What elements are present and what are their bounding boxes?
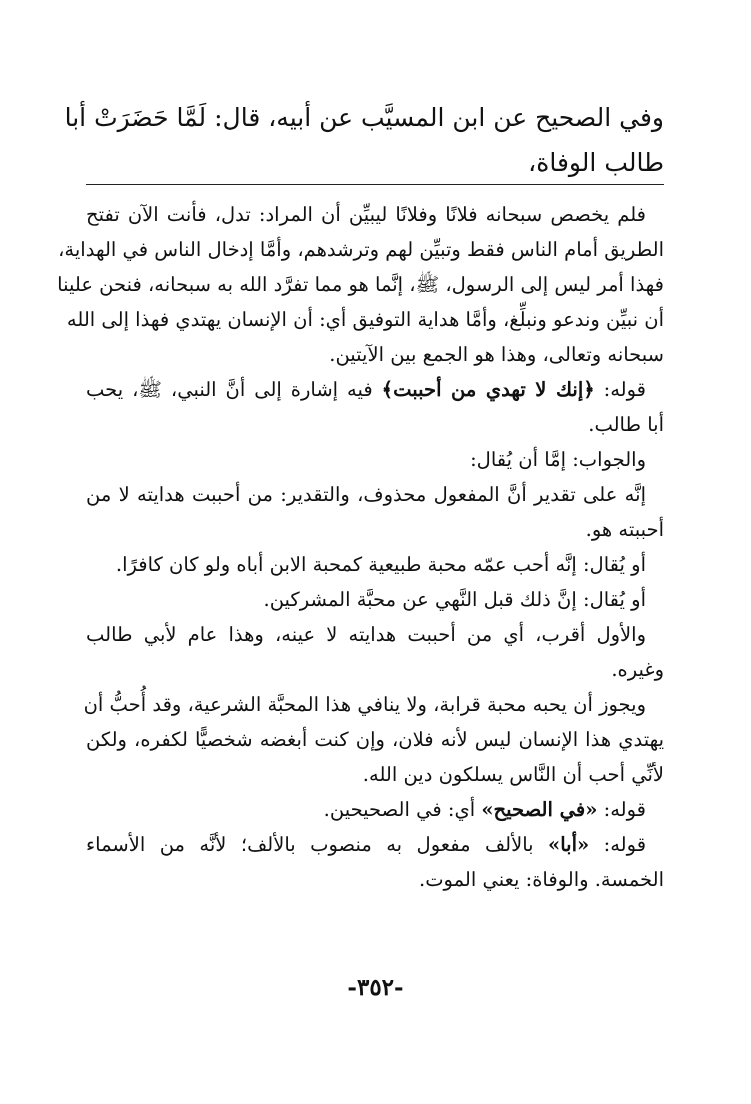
main-text	[64, 95, 664, 185]
commentary-line-2: الطريق أمام الناس فقط وتبيِّن لهم وترشدهم، وأمَّا إدخال الناس في الهداية،	[58, 238, 664, 261]
commentary-line-10: أحببته هو.	[585, 518, 664, 541]
main-text-line-1: وفي الصحيح عن ابن المسيَّب عن أبيه، قال: لَمَّا حَضَرَتْ أبا	[64, 103, 664, 132]
commentary-line-14: وغيره.	[611, 658, 664, 681]
commentary-line-9: إنَّه على تقدير أنَّ المفعول محذوف، والتقدير: من أحببت هدايته لا من	[86, 483, 646, 506]
page-number: -٣٥٢-	[347, 974, 404, 1001]
commentary-line-6	[86, 372, 664, 407]
commentary-line-8: والجواب: إمَّا أن يُقال:	[470, 448, 646, 471]
commentary-line-20: الخمسة. والوفاة: يعني الموت.	[419, 868, 664, 891]
commentary-line-4: أن نبيِّن وندعو ونبلِّغ، وأمَّا هداية التوفيق أي: أن الإنسان يهتدي فهذا إلى الله	[66, 308, 664, 331]
commentary-line-12: أو يُقال: إنَّ ذلك قبل النَّهي عن محبَّة المشركين.	[263, 588, 646, 611]
commentary-line-15: ويجوز أن يحبه محبة قرابة، ولا ينافي هذا المحبَّة الشرعية، وقد أُحبُّ أن	[83, 693, 646, 716]
quote-intro-2: قوله:	[603, 798, 646, 821]
section-divider	[86, 184, 664, 185]
quote-remainder-2: أي: في الصحيحين.	[323, 798, 476, 821]
commentary-text	[57, 197, 664, 897]
quote-intro-3: قوله:	[603, 833, 647, 856]
commentary-line-19	[86, 827, 664, 862]
commentary-line-3: فهذا أمر ليس إلى الرسول، ﷺ، إنَّما هو مما تفرَّد الله به سبحانه، فنحن علينا	[57, 273, 664, 296]
quoted-term-sahih: «في الصحيح»	[481, 798, 598, 821]
quote-intro-1: قوله:	[603, 378, 646, 401]
commentary-line-1: فلم يخصص سبحانه فلانًا وفلانًا ليبيِّن أن المراد: تدل، فأنت الآن تفتح	[86, 203, 646, 226]
commentary-line-13: والأول أقرب، أي من أحببت هدايته لا عينه، وهذا عام لأبي طالب	[86, 623, 646, 646]
commentary-line-11: أو يُقال: إنَّه أحب عمّه محبة طبيعية كمحبة الابن أباه ولو كان كافرًا.	[115, 553, 646, 576]
quran-quote: ﴿إنك لا تهدي من أحببت﴾	[381, 378, 595, 401]
commentary-line-7: أبا طالب.	[588, 413, 664, 436]
commentary-line-17: لأنِّي أحب أن النَّاس يسلكون دين الله.	[362, 763, 664, 786]
main-text-line-2: طالب الوفاة،	[528, 148, 664, 177]
commentary-line-5: سبحانه وتعالى، وهذا هو الجمع بين الآيتين.	[329, 343, 664, 366]
commentary-line-16: يهتدي هذا الإنسان ليس لأنه فلان، وإن كنت أبغضه شخصيًّا لكفره، ولكن	[86, 728, 664, 751]
quote-remainder-3: بالألف مفعول به منصوب بالألف؛ لأنَّه من الأسماء	[86, 833, 534, 856]
quoted-term-aba: «أبا»	[548, 833, 590, 856]
quote-remainder-1: فيه إشارة إلى أنَّ النبي، ﷺ، يحب	[86, 378, 373, 401]
commentary-line-18	[86, 792, 664, 827]
